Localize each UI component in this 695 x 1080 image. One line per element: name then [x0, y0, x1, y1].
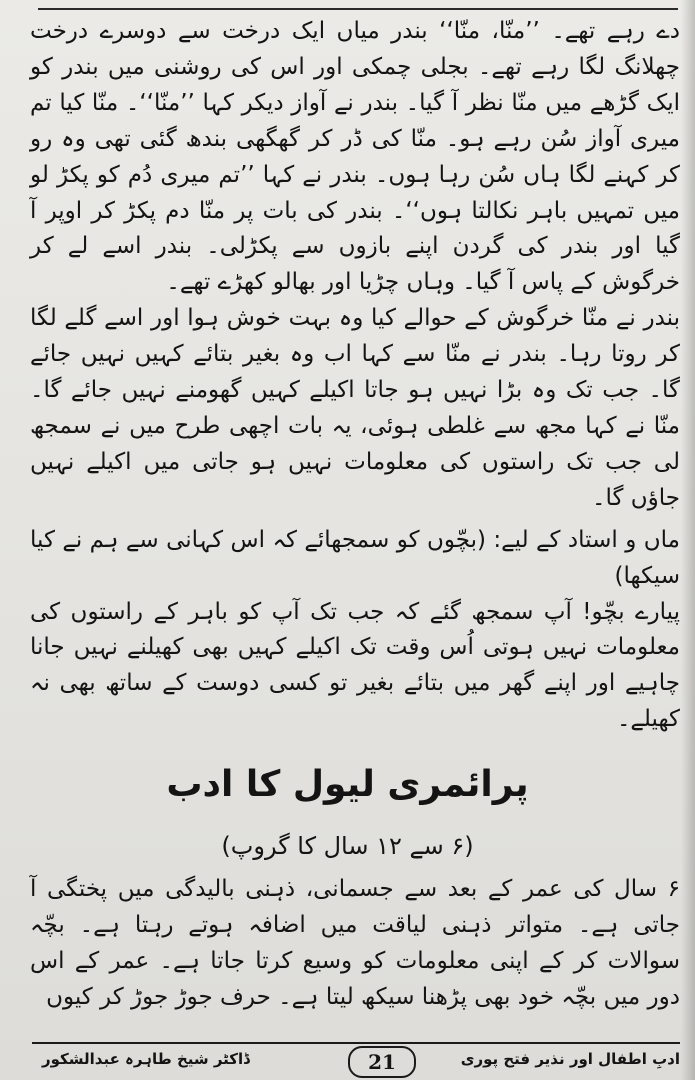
story-text — [30, 14, 680, 738]
story-paragraph-1: دے رہے تھے۔ ’’منّا، منّا‘‘ بندر میاں ایک درخت سے دوسرے درخت چھلانگ لگا رہے تھے۔ بجلی چمکی اور اس کی روشنی میں بندر کو ایک گڑھے میں منّا نظر آ گیا۔ بندر نے آواز دیکر کہا ’’منّا‘‘۔ منّا کیا تم میری آواز سُن رہے ہو۔ منّا کی ڈر کر گھگھی بندھ گئی تھی وہ رو کر کہنے لگا ہاں سُن رہا ہوں۔ بندر نے کہا ’’تم میری دُم کو پکڑ لو میں تمہیں باہر نکالتا ہوں‘‘۔ بندر کی بات پر منّا دم پکڑ کر اوپر آ گیا اور بندر کی گردن اپنے بازوں سے پکڑلی۔ بندر اسے لے کر خرگوش کے پاس آ گیا۔ وہاں چڑیا اور بھالو کھڑے تھے۔ — [30, 18, 680, 296]
section-text — [30, 872, 680, 1016]
page-footer — [30, 1046, 680, 1078]
footer-book-title: ادبِ اطفال اور نذیر فتح پوری — [460, 1050, 680, 1068]
parent-teacher-note: پیارے بچّو! آپ سمجھ گئے کہ جب تک آپ کو باہر کے راستوں کی معلومات نہیں ہوتی اُس وقت تک اکیلے کہیں بھی کھیلنے نہیں جانا چاہیے اور اپنے گھر میں بتائے بغیر تو کسی دوست کے ساتھ بھی نہ کھیلے۔ — [30, 598, 680, 733]
parent-teacher-note-heading: ماں و استاد کے لیے: (بچّوں کو سمجھائے کہ اس کہانی سے ہم نے کیا سیکھا) — [30, 526, 680, 589]
footer-author: ڈاکٹر شیخ طاہرہ عبدالشکور — [42, 1050, 250, 1068]
footer-rule — [32, 1042, 680, 1044]
top-rule — [38, 8, 678, 10]
section-subtitle: (۶ سے ۱۲ سال کا گروپ) — [221, 832, 474, 860]
page-number: 21 — [348, 1046, 416, 1078]
section-paragraph: ۶ سال کی عمر کے بعد سے جسمانی، ذہنی بالیدگی میں پختگی آ جاتی ہے۔ متواتر ذہنی لیاقت میں اضافہ ہوتے رہتا ہے۔ بچّہ سوالات کر کے اپنی معلومات کو وسیع کرتا جاتا ہے۔ عمر کے اس دور میں بچّہ خود بھی پڑھنا سیکھ لیتا ہے۔ حرف جوڑ جوڑ کر کیوں — [30, 876, 680, 1010]
story-paragraph-2: بندر نے منّا خرگوش کے حوالے کیا وہ بہت خوش ہوا اور اسے گلے لگا کر روتا رہا۔ بندر نے منّا سے کہا اب وہ بغیر بتائے کہیں نہیں جائے گا۔ جب تک وہ بڑا نہیں ہو جاتا اکیلے کہیں گھومنے نہیں جائے گا۔ منّا نے کہا مجھ سے غلطی ہوئی، یہ بات اچھی طرح میں نے سمجھ لی جب تک راستوں کی معلومات نہیں ہو جاتی میں اکیلے نہیں جاؤں گا۔ — [30, 305, 680, 511]
page-edge-shadow — [681, 0, 695, 1080]
section-title: پرائمری لیول کا ادب — [166, 764, 529, 805]
